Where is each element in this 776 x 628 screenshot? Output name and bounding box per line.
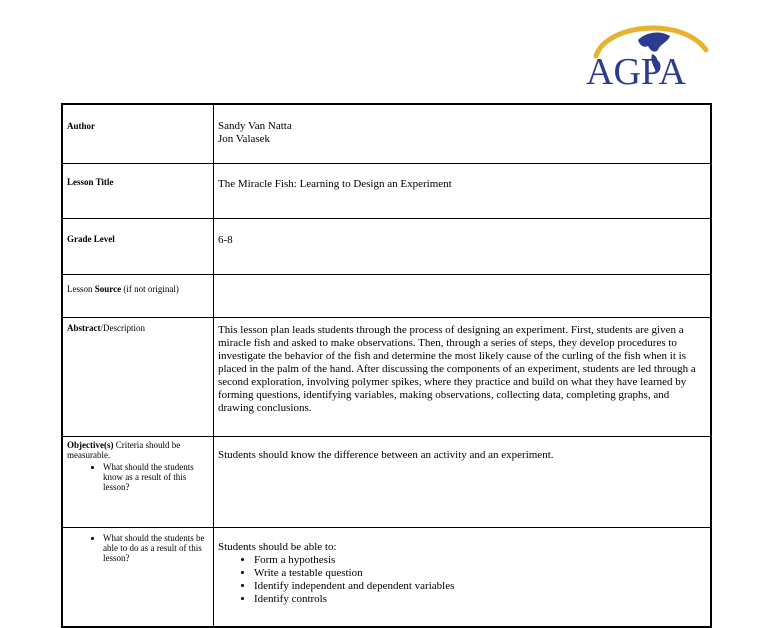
skills-sub-list — [67, 533, 209, 563]
skills-sub-question: • What should the students be able to do as a result of this lesson? — [103, 533, 209, 563]
author-value — [214, 104, 712, 164]
skill-item: • Identify independent and dependent variables — [254, 580, 706, 593]
lesson-source-row — [62, 275, 711, 318]
lesson-title-value: The Miracle Fish: Learning to Design an Experiment — [214, 164, 712, 219]
grade-level-label: Grade Level — [62, 219, 214, 275]
author-label: Author — [62, 104, 214, 164]
skills-list — [218, 554, 706, 606]
objectives-label-rest: Criteria should be measurable. — [67, 440, 181, 460]
lesson-source-label-prefix: Lesson — [67, 284, 95, 294]
author-name-2: Jon Valasek — [218, 133, 271, 145]
objectives-label — [62, 437, 214, 528]
lesson-source-label — [62, 275, 214, 318]
skills-row — [62, 528, 711, 628]
objectives-sub-list — [67, 462, 209, 492]
grade-level-row — [62, 219, 711, 275]
skill-item: • Form a hypothesis — [254, 554, 706, 567]
grade-level-value: 6-8 — [214, 219, 712, 275]
abstract-label-bold: Abstract — [67, 323, 101, 333]
objectives-row — [62, 437, 711, 528]
abstract-value: This lesson plan leads students through the process of designing an experiment. First, students are given a miracle fish and asked to make observations. Then, through a series of steps, they develop procedures to investigate the behavior of the fish and determine the most likely cause of the curling of the fish when it is placed in the palm of the hand. After discussing the components of an experiment, students are led through a second exploration, involving polymer spikes, where they practice and build on what they have learned by forming questions, identifying variables, making observations, collecting data, completing graphs, and drawing conclusions. — [214, 318, 712, 437]
lesson-source-value — [214, 275, 712, 318]
skill-item: • Write a testable question — [254, 567, 706, 580]
abstract-label-rest: /Description — [100, 323, 145, 333]
lesson-source-label-bold: Source — [94, 284, 122, 294]
objectives-criteria — [67, 440, 209, 460]
abstract-label — [62, 318, 214, 437]
objectives-sub-question: • What should the students know as a result of this lesson? — [103, 462, 209, 492]
skills-value — [214, 528, 712, 628]
author-row — [62, 104, 711, 164]
objectives-value: Students should know the difference between an activity and an experiment. — [214, 437, 712, 528]
svg-text:AGPA: AGPA — [586, 51, 686, 92]
objectives-label-bold: Objective(s) — [67, 440, 114, 450]
skills-intro: Students should be able to: — [218, 541, 337, 553]
agpa-logo — [582, 20, 712, 92]
skills-label — [62, 528, 214, 628]
abstract-row — [62, 318, 711, 437]
lesson-title-row — [62, 164, 711, 219]
lesson-source-label-suffix: (if not original) — [121, 284, 179, 294]
skill-item: • Identify controls — [254, 593, 706, 606]
lesson-title-label: Lesson Title — [62, 164, 214, 219]
lesson-plan-table — [61, 103, 712, 628]
author-name-1: Sandy Van Natta — [218, 120, 292, 132]
